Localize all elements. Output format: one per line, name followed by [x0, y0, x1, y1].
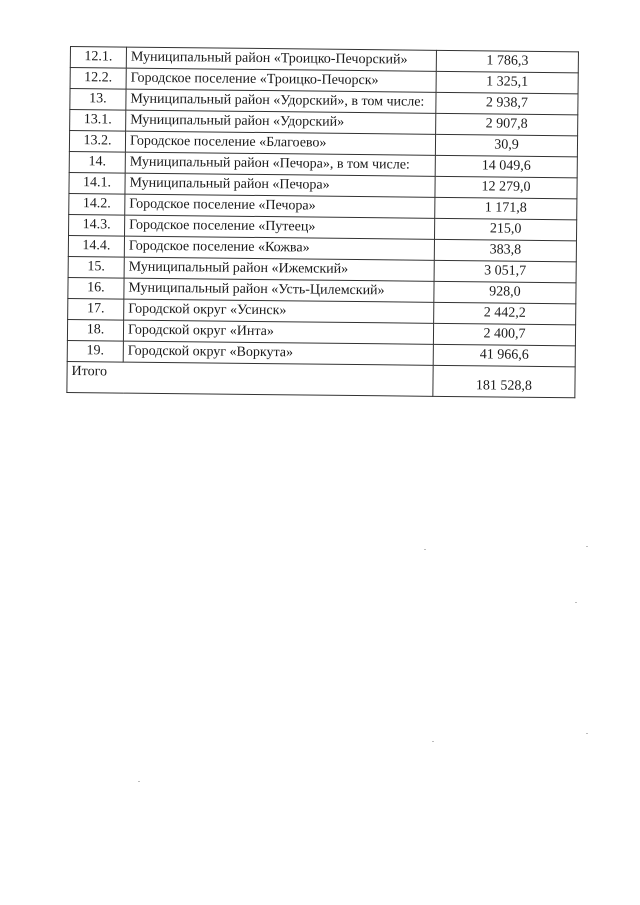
- total-value: 181 528,8: [433, 365, 575, 397]
- municipality-name: Городское поселение «Печора»: [125, 194, 435, 218]
- row-value: 14 049,6: [435, 155, 577, 177]
- municipality-name: Городское поселение «Благоево»: [125, 131, 435, 155]
- scan-speck: [138, 781, 140, 782]
- row-value: 928,0: [434, 281, 576, 303]
- municipality-name: Городское поселение «Путеец»: [125, 215, 435, 239]
- municipality-name: Городское поселение «Кожва»: [124, 236, 434, 260]
- scan-speck: [586, 546, 588, 547]
- row-number: 13.: [70, 89, 126, 111]
- row-number: 14.: [69, 151, 125, 173]
- municipality-name: Муниципальный район «Удорский»: [126, 110, 436, 134]
- row-value: 41 966,6: [433, 344, 575, 366]
- row-value: 383,8: [434, 239, 576, 261]
- row-number: 14.3.: [69, 214, 125, 236]
- document-page: [66, 46, 578, 398]
- row-value: 2 907,8: [436, 113, 578, 135]
- row-number: 12.1.: [70, 47, 126, 69]
- scan-speck: [575, 602, 577, 603]
- municipality-name: Городской округ «Усинск»: [124, 299, 434, 323]
- municipality-name: Муниципальный район «Печора», в том числе:: [125, 152, 435, 176]
- row-value: 2 400,7: [433, 323, 575, 345]
- municipality-name: Городской округ «Воркута»: [123, 341, 433, 365]
- row-value: 215,0: [434, 218, 576, 240]
- table-body: [67, 47, 579, 398]
- municipality-name: Муниципальный район «Ижемский»: [124, 257, 434, 281]
- row-number: 19.: [67, 340, 123, 362]
- row-value: 3 051,7: [434, 260, 576, 282]
- total-label: Итого: [67, 361, 433, 396]
- municipality-name: Городское поселение «Троицко-Печорск»: [126, 68, 436, 92]
- row-value: 30,9: [435, 134, 577, 156]
- row-value: 1 325,1: [436, 71, 578, 93]
- row-number: 12.2.: [70, 68, 126, 90]
- municipality-name: Муниципальный район «Удорский», в том числе:: [126, 89, 436, 113]
- total-row: [67, 361, 575, 397]
- row-value: 1 786,3: [436, 50, 578, 72]
- row-value: 12 279,0: [435, 176, 577, 198]
- row-number: 18.: [67, 319, 123, 341]
- scan-speck: [586, 733, 588, 734]
- municipality-name: Муниципальный район «Печора»: [125, 173, 435, 197]
- municipality-name: Городской округ «Инта»: [123, 320, 433, 344]
- row-number: 15.: [68, 256, 124, 278]
- row-value: 2 938,7: [436, 92, 578, 114]
- municipality-name: Муниципальный район «Усть-Цилемский»: [124, 278, 434, 302]
- row-value: 2 442,2: [434, 302, 576, 324]
- row-number: 17.: [68, 298, 124, 320]
- row-number: 13.2.: [69, 131, 125, 153]
- scan-speck: [424, 549, 426, 550]
- row-number: 13.1.: [70, 110, 126, 132]
- row-number: 16.: [68, 277, 124, 299]
- budget-table: [66, 46, 579, 398]
- row-number: 14.1.: [69, 172, 125, 194]
- row-number: 14.2.: [69, 193, 125, 215]
- scan-speck: [432, 741, 434, 742]
- row-value: 1 171,8: [435, 197, 577, 219]
- row-number: 14.4.: [68, 235, 124, 257]
- municipality-name: Муниципальный район «Троицко-Печорский»: [126, 47, 436, 71]
